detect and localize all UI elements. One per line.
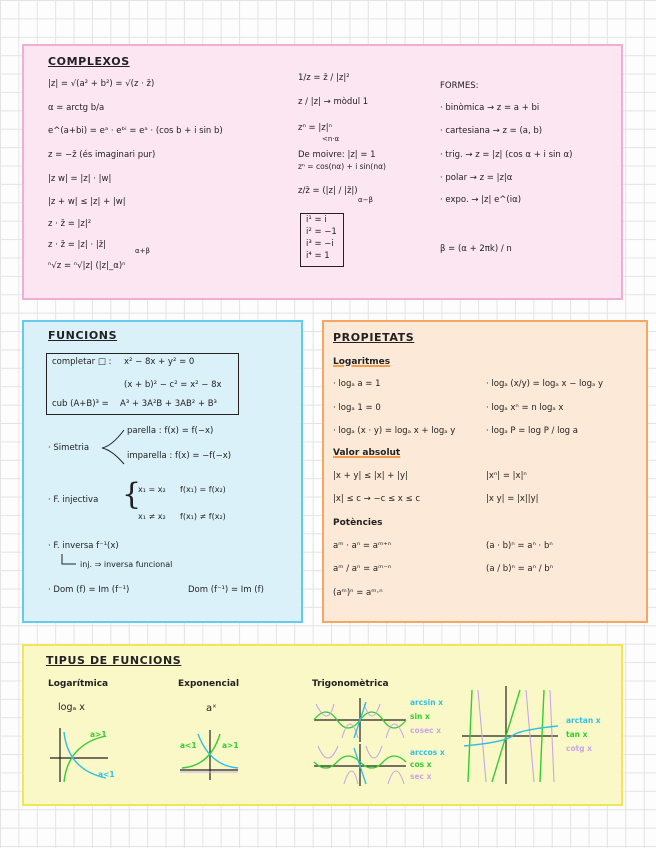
completar-eq2: (x + b)² − c² = x² − 8x xyxy=(124,380,222,390)
sin-label: sin x xyxy=(410,712,430,721)
abs-right-1: |xⁿ| = |x|ⁿ xyxy=(486,471,527,481)
log-left-2: · logₐ 1 = 0 xyxy=(333,403,381,413)
injectiva-brace: { xyxy=(122,477,142,512)
simetria-label: · Simetria xyxy=(48,443,90,453)
argument-formula: α = arctg b/a xyxy=(48,103,105,113)
product-modulus-formula: |z w| = |z| · |w| xyxy=(48,174,112,184)
arccos-label: arccos x xyxy=(410,748,445,757)
arcsin-label: arcsin x xyxy=(410,698,444,707)
inj-f-not-equal: f(x₁) ≠ f(x₂) xyxy=(180,512,226,521)
inverse-formula: 1/z = z̄ / |z|² xyxy=(298,73,350,83)
inversa-label: · F. inversa f⁻¹(x) xyxy=(48,541,119,551)
tan-graph xyxy=(462,686,560,784)
funcions-title: FUNCIONS xyxy=(48,329,118,342)
pure-imaginary-formula: z = −z̄ (és imaginari pur) xyxy=(48,150,156,160)
cube-eq: A³ + 3A²B + 3AB² + B³ xyxy=(120,399,217,409)
log-left-1: · logₐ a = 1 xyxy=(333,379,381,389)
pow-right-2: (a / b)ⁿ = aⁿ / bⁿ xyxy=(486,564,554,574)
imparella-formula: imparella : f(x) = −f(−x) xyxy=(127,451,232,461)
pow-left-2: aᵐ / aⁿ = aᵐ⁻ⁿ xyxy=(333,564,392,574)
triangle-inequality: |z + w| ≤ |z| + |w| xyxy=(48,197,126,207)
logaritmes-title: Logaritmes xyxy=(333,357,391,367)
unit-modulus-formula: z / |z| → mòdul 1 xyxy=(298,97,369,107)
de-moivre-formula: zⁿ = cos(nα) + i sin(nα) xyxy=(298,162,386,171)
injectiva-label: · F. injectiva xyxy=(48,495,99,505)
formes-title: FORMES: xyxy=(440,81,479,91)
forma-polar: · polar → z = |z|α xyxy=(440,173,513,183)
quotient-formula: z/z̄ = (|z| / |z̄|) xyxy=(298,186,358,196)
inversa-note: inj. ⇒ inversa funcional xyxy=(80,560,173,569)
forma-binomica: · binòmica → z = a + bi xyxy=(440,103,540,113)
sub-alpha-minus-beta: α−β xyxy=(358,196,373,204)
completar-eq1: x² − 8x + y² = 0 xyxy=(124,357,195,367)
beta-formula: β = (α + 2πk) / n xyxy=(440,244,512,254)
exponencial-formula: aˣ xyxy=(206,703,217,714)
simetria-arrows xyxy=(100,426,128,468)
log-right-1: · logₐ (x/y) = logₐ x − logₐ y xyxy=(486,379,604,389)
sub-n-alpha: <n·α xyxy=(322,135,340,143)
log-left-3: · logₐ (x · y) = logₐ x + logₐ y xyxy=(333,426,456,436)
trigonometrica-label: Trigonomètrica xyxy=(312,679,389,689)
inj-x-not-equal: x₁ ≠ x₂ xyxy=(138,512,166,521)
abs-left-2: |x| ≤ c → −c ≤ x ≤ c xyxy=(333,494,421,504)
de-moivre-label: De moivre: |z| = 1 xyxy=(298,150,376,160)
potencies-title: Potències xyxy=(333,518,383,528)
exponencial-label: Exponencial xyxy=(178,679,240,689)
cube-label: cub (A+B)³ = xyxy=(52,399,109,409)
i-power-4: i⁴ = 1 xyxy=(306,251,330,261)
exp-graph xyxy=(180,730,240,782)
completar-label: completar □ : xyxy=(52,357,112,367)
log-right-3: · logₐ P = log P / log a xyxy=(486,426,578,436)
log-a-lt1: a<1 xyxy=(98,770,115,779)
tipus-title: TIPUS DE FUNCIONS xyxy=(46,654,182,667)
abs-left-1: |x + y| ≤ |x| + |y| xyxy=(333,471,408,481)
conjugate-modulus: z · z̄ = |z| · |z̄| xyxy=(48,240,107,250)
i-power-3: i³ = −i xyxy=(306,239,334,249)
log-a-gt1: a>1 xyxy=(90,730,107,739)
sec-label: sec x xyxy=(410,772,432,781)
cotg-label: cotg x xyxy=(566,744,593,753)
pow-left-3: (aᵐ)ⁿ = aᵐ·ⁿ xyxy=(333,588,383,598)
i-power-1: i¹ = i xyxy=(306,215,327,225)
tan-label: tan x xyxy=(566,730,588,739)
nth-root-formula: ⁿ√z = ⁿ√|z| (|z|_α)ⁿ xyxy=(48,261,126,271)
propietats-title: PROPIETATS xyxy=(333,331,415,344)
exp-a-gt1: a>1 xyxy=(222,741,239,750)
inversa-arrow xyxy=(60,554,78,568)
i-power-2: i² = −1 xyxy=(306,227,337,237)
euler-formula: e^(a+bi) = eᵃ · eᵇⁱ = eᵃ · (cos b + i sin b) xyxy=(48,126,223,136)
parella-formula: parella : f(x) = f(−x) xyxy=(127,426,214,436)
conjugate-product: z · z̄ = |z|² xyxy=(48,219,92,229)
pow-left-1: aᵐ · aⁿ = aᵐ⁺ⁿ xyxy=(333,541,392,551)
logaritmica-label: Logarítmica xyxy=(48,679,109,689)
cos-graph xyxy=(314,744,406,786)
log-right-2: · logₐ xⁿ = n logₐ x xyxy=(486,403,564,413)
inj-f-equal: f(x₁) = f(x₂) xyxy=(180,485,226,494)
logaritmica-formula: logₐ x xyxy=(58,702,85,713)
inj-x-equal: x₁ = x₂ xyxy=(138,485,166,494)
exp-a-lt1: a<1 xyxy=(180,741,197,750)
dom-im-2: Dom (f⁻¹) = Im (f) xyxy=(188,585,264,595)
pow-right-1: (a · b)ⁿ = aⁿ · bⁿ xyxy=(486,541,553,551)
complexos-title: COMPLEXOS xyxy=(48,55,130,68)
cosec-label: cosec x xyxy=(410,726,442,735)
power-formula: zⁿ = |z|ⁿ xyxy=(298,123,332,133)
modulus-formula: |z| = √(a² + b²) = √(z · z̄) xyxy=(48,79,155,89)
valor-absolut-title: Valor absolut xyxy=(333,448,401,458)
sin-graph xyxy=(314,698,406,742)
cos-label: cos x xyxy=(410,760,432,769)
forma-cartesiana: · cartesiana → z = (a, b) xyxy=(440,126,543,136)
abs-right-2: |x y| = |x||y| xyxy=(486,494,539,504)
forma-exponencial: · expo. → |z| e^(iα) xyxy=(440,195,522,205)
dom-im-1: · Dom (f) = Im (f⁻¹) xyxy=(48,585,130,595)
arctan-label: arctan x xyxy=(566,716,601,725)
sub-alpha-beta: α+β xyxy=(135,247,150,255)
forma-trigonometrica: · trig. → z = |z| (cos α + i sin α) xyxy=(440,150,573,160)
